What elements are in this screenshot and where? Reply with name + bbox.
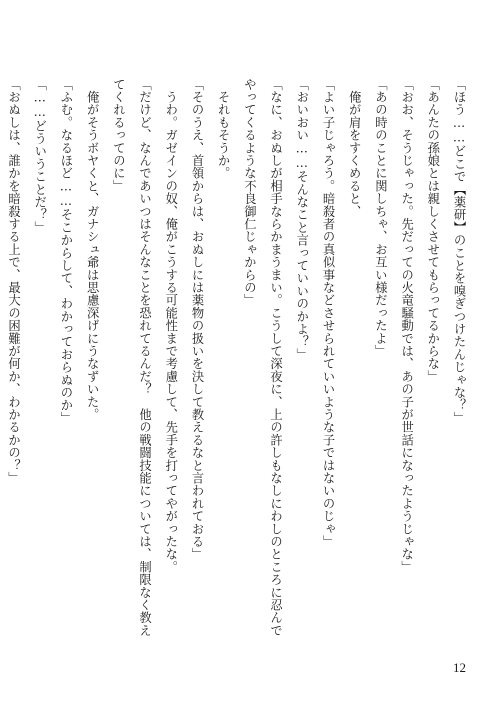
- text-line: 「おいおい……そんなこと言っていいのかよ？」: [294, 78, 309, 361]
- text-line: 「ふむ。なるほど……そこからして、わかっておらぬのか」: [58, 78, 73, 425]
- text-line: 「あの時のことに関しちゃ、お互い様だったよ」: [373, 78, 388, 358]
- text-line: 「おぬしは、誰かを暗殺する上で、最大の困難が何か、わかるかの？」: [6, 78, 21, 485]
- text-line: 「だけど、なんであいつはそんなことを恐れてるんだ？ 他の戦闘技能については、制限なく教え: [137, 78, 152, 637]
- text-line: それもそうか。: [216, 78, 231, 180]
- text-line: 「ほう……どこで【薬研】のことを嗅ぎつけたんじゃな？」: [452, 78, 466, 425]
- text-line: やってくるような不良御仁じゃからの」: [242, 78, 257, 307]
- page-number: 12: [453, 660, 466, 675]
- text-line: 俺が肩をすくめると、: [347, 78, 362, 218]
- text-line: 「よい子じゃろう。暗殺者の真似事などさせられていいような子ではないのじゃ」: [320, 78, 335, 548]
- text-line: 「そのうえ、首領からは、おぬしには薬物の扱いを決して教えるなと言われておる」: [189, 78, 204, 561]
- text-line: 「あんたの孫娘とは親しくさせてもらってるからな」: [425, 78, 440, 383]
- vertical-text-body: [0, 78, 472, 648]
- text-line: てくれるってのに」: [111, 78, 126, 193]
- text-line: 俺がそうボヤくと、ガナシュ爺は思慮深げにうなずいた。: [85, 78, 100, 421]
- text-line: 「……どういうことだ？」: [32, 78, 47, 234]
- text-line: 「おお、そうじゃった。先だっての火竜騒動では、あの子が世話になったようじゃな」: [399, 78, 414, 574]
- text-line: 「なに、おぬしが相手ならかまうまい。こうして深夜に、上の許しもなしにわしのところに忍んで: [268, 78, 283, 637]
- text-line: うわ。ガゼインの奴、俺がこうする可能性まで考慮して、先手を打ってやがったな。: [163, 78, 178, 574]
